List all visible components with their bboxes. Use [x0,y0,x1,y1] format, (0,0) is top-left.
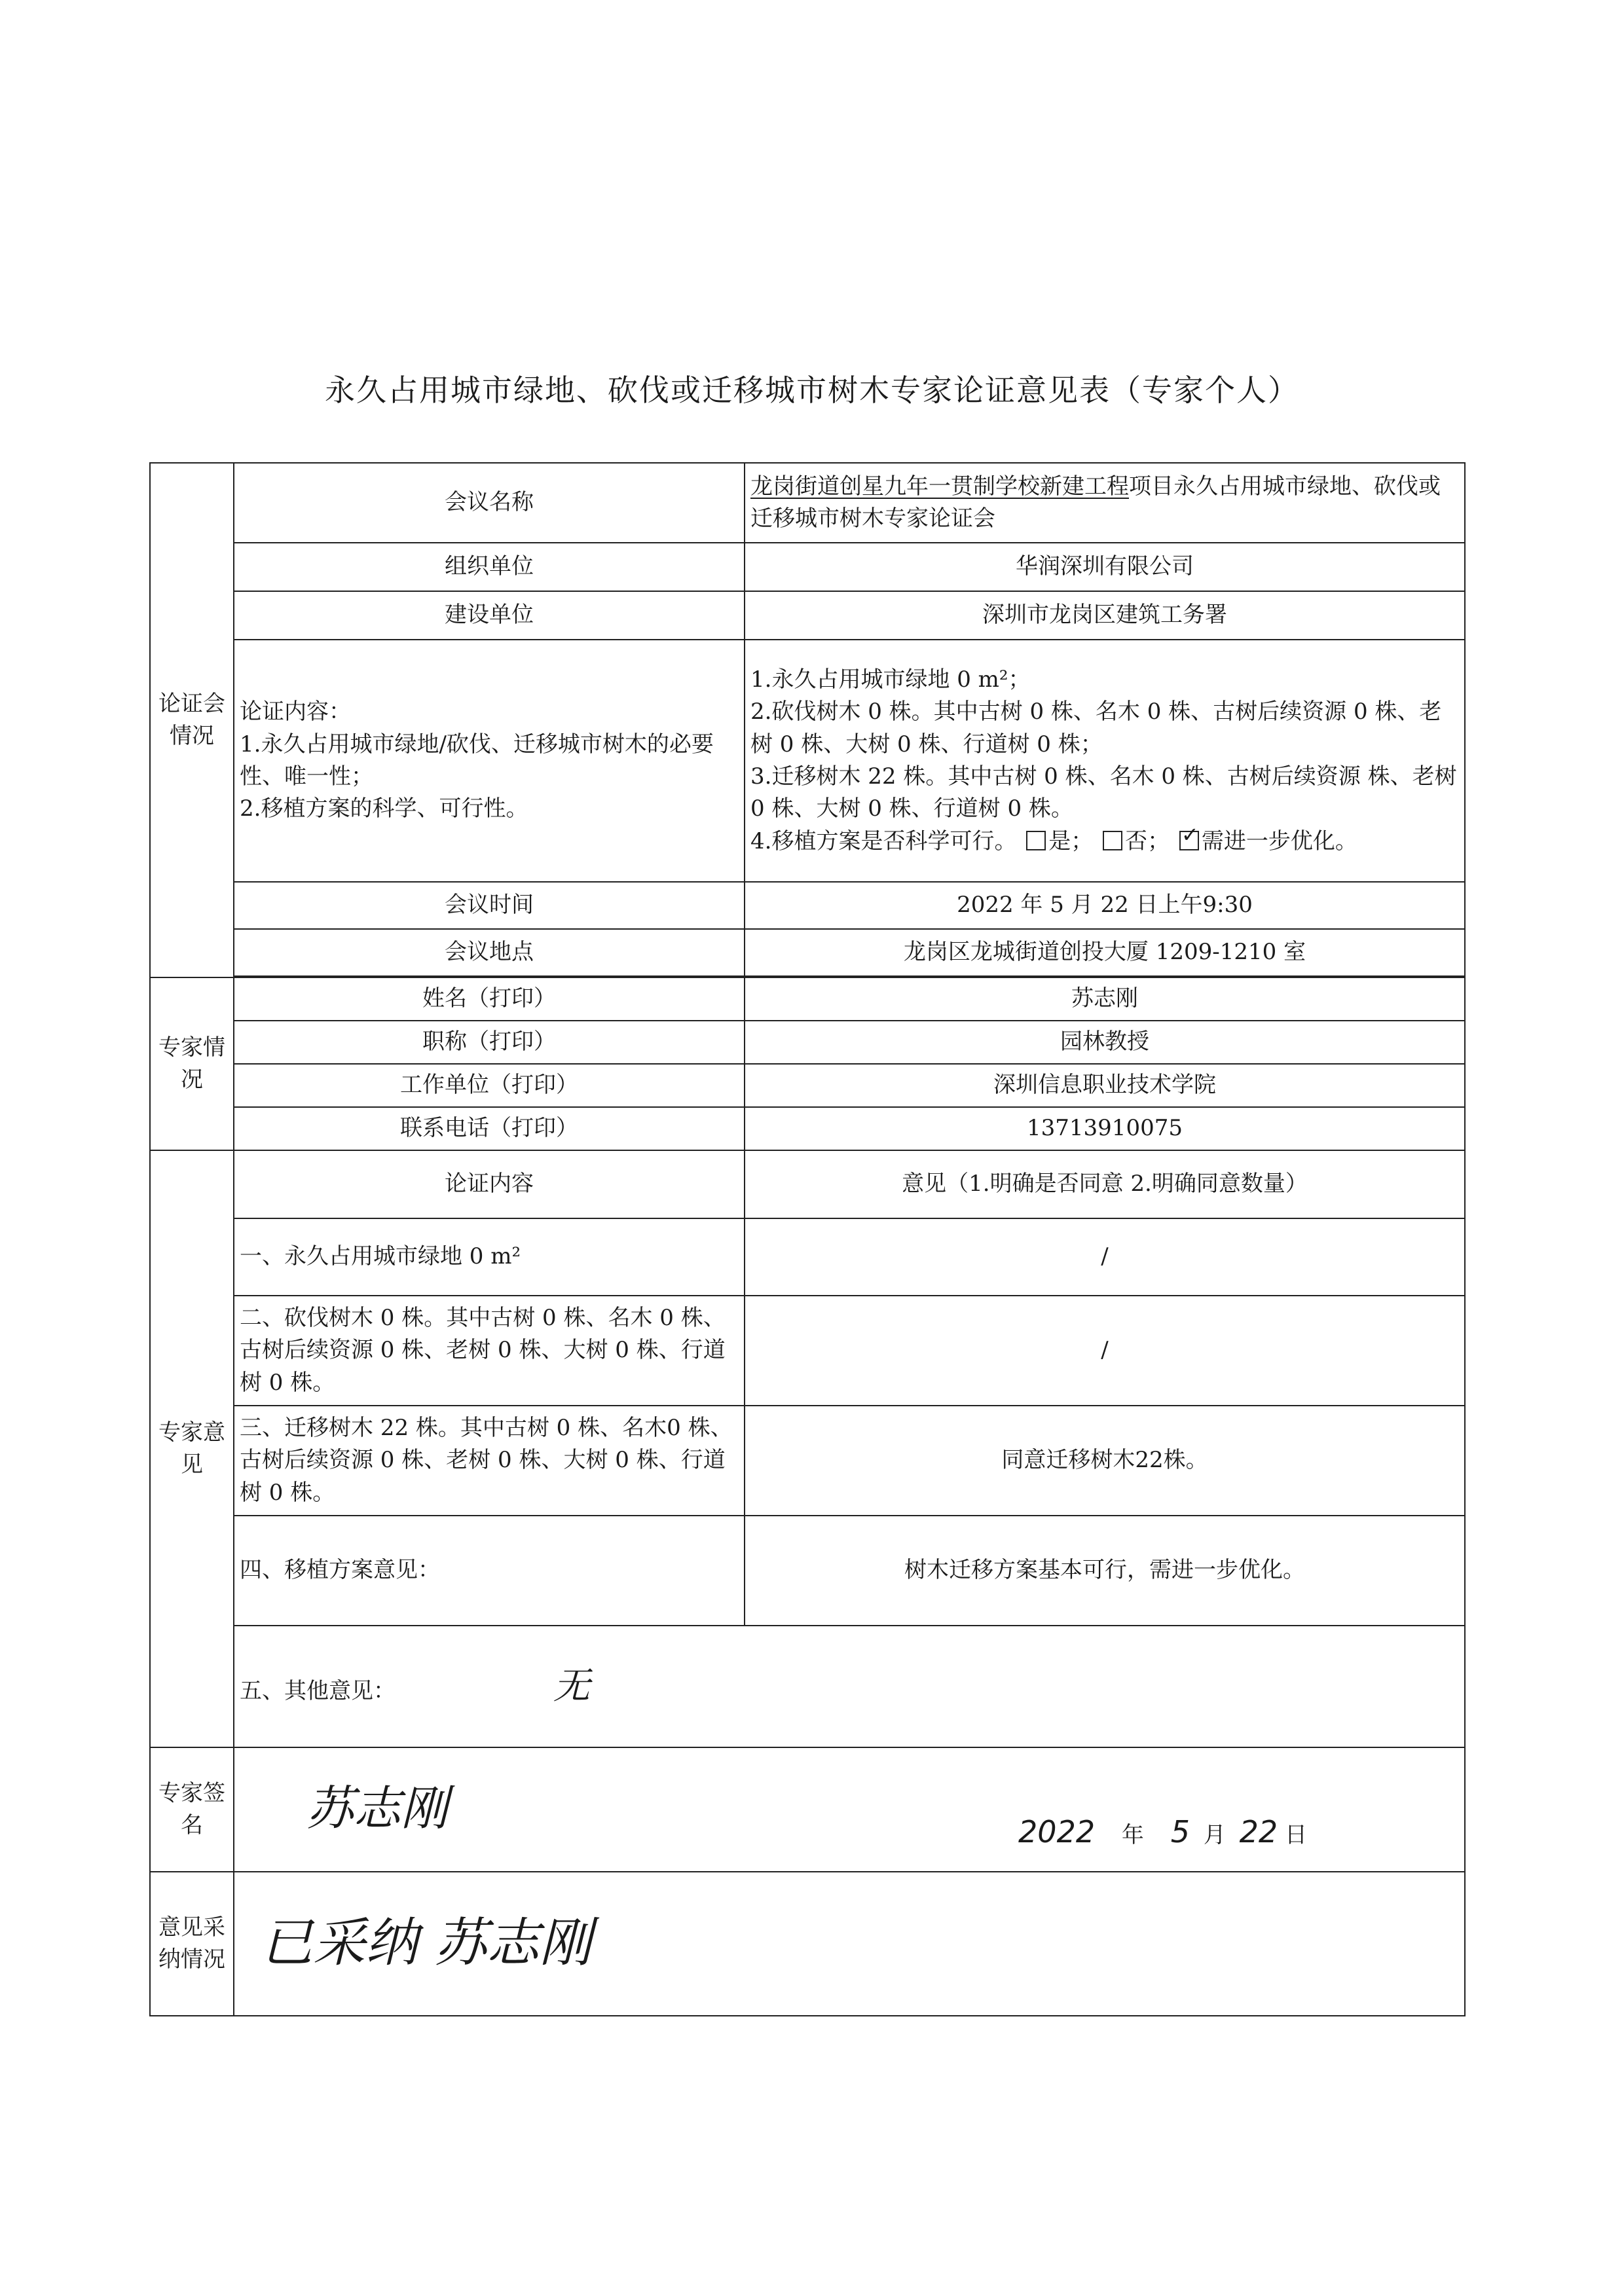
date-month: 5 [1170,1814,1190,1850]
builder-label: 建设单位 [234,591,745,640]
opinion-row3-right: 同意迁移树木22株。 [745,1406,1465,1516]
expert-name-label: 姓名（打印） [234,977,745,1021]
date-month-label: 月 [1203,1822,1226,1849]
section-expert-info: 专家情况 [150,977,234,1150]
content-line-1: 1.永久占用城市绿地 0 m²； [750,666,1031,693]
opinion-head-right: 意见（1.明确是否同意 2.明确同意数量） [745,1150,1465,1218]
opinion-row4-right: 树木迁移方案基本可行，需进一步优化。 [745,1516,1465,1626]
meeting-name-value [745,463,1465,543]
opinion-row1-right: / [745,1218,1465,1296]
section-signature: 专家签名 [150,1747,234,1872]
expert-title-value: 园林教授 [745,1021,1465,1064]
checkbox-checked-icon [1179,831,1199,850]
option-yes-label: 是； [1048,828,1094,854]
content-label-line: 论证内容： [240,699,351,725]
section-meeting: 论证会情况 [150,463,234,977]
time-value: 2022 年 5 月 22 日上午9:30 [745,882,1465,929]
meeting-name-label: 会议名称 [234,463,745,543]
org-label: 组织单位 [234,543,745,591]
section-expert-opinion: 专家意见 [150,1150,234,1747]
content-label-line: 1.永久占用城市绿地/砍伐、迁移城市树木的必要性、唯一性； [240,731,714,790]
adoption-cell [234,1872,1465,2016]
opinion-row2-right: / [745,1296,1465,1406]
time-label: 会议时间 [234,882,745,929]
org-value: 华润深圳有限公司 [745,543,1465,591]
content-line-4 [750,826,1459,858]
opinion-row5 [234,1626,1465,1747]
other-opinion-handwriting: 无 [553,1665,590,1708]
place-label: 会议地点 [234,929,745,976]
content-line-3: 3.迁移树木 22 株。其中古树 0 株、名木 0 株、古树后续资源 株、老树 0 株、大树 0 株、行道树 0 株。 [750,763,1457,822]
opinion-row3-left: 三、迁移树木 22 株。其中古树 0 株、名木0 株、古树后续资源 0 株、老树 0 株、大树 0 株、行道树 0 株。 [234,1406,745,1516]
meeting-project-name: 龙岗街道创星九年一贯制学校新建工程 [750,473,1129,500]
expert-phone-value: 13713910075 [745,1107,1465,1150]
opinion-head-left: 论证内容 [234,1150,745,1218]
option-optimize-label: 需进一步优化。 [1201,828,1357,854]
place-value: 龙岗区龙城街道创投大厦 1209-1210 室 [745,929,1465,976]
builder-value: 深圳市龙岗区建筑工务署 [745,591,1465,640]
content-label [234,640,745,882]
expert-title-label: 职称（打印） [234,1021,745,1064]
checkbox-no-icon [1103,831,1122,850]
content-line-2: 2.砍伐树木 0 株。其中古树 0 株、名木 0 株、古树后续资源 0 株、老树 0 株、大树 0 株、行道树 0 株； [750,699,1442,757]
section-adoption: 意见采纳情况 [150,1872,234,2016]
date-year: 2022 [1018,1814,1096,1850]
expert-unit-label: 工作单位（打印） [234,1064,745,1107]
date-day: 22 [1239,1814,1278,1850]
signature-handwriting: 苏志刚 [306,1781,449,1836]
expert-name-value: 苏志刚 [745,977,1465,1021]
checkbox-yes-icon [1026,831,1046,850]
date-year-label: 年 [1121,1822,1144,1849]
opinion-row4-left: 四、移植方案意见： [234,1516,745,1626]
content-line-4-prefix: 4.移植方案是否科学可行。 [750,828,1017,854]
date-day-label: 日 [1285,1822,1307,1849]
adoption-handwriting: 已采纳 苏志刚 [261,1912,592,1973]
opinion-form-table [149,462,1466,2016]
document-title: 永久占用城市绿地、砍伐或迁移城市树木专家论证意见表（专家个人） [325,373,1299,408]
opinion-row2-left: 二、砍伐树木 0 株。其中古树 0 株、名木 0 株、古树后续资源 0 株、老树 0 株、大树 0 株、行道树 0 株。 [234,1296,745,1406]
signature-cell [234,1747,1465,1872]
opinion-row5-label: 五、其他意见： [240,1678,396,1705]
content-value [745,640,1465,882]
opinion-row1-left: 一、永久占用城市绿地 0 m² [234,1218,745,1296]
expert-phone-label: 联系电话（打印） [234,1107,745,1150]
signature-date [1018,1810,1307,1854]
option-no-label: 否； [1125,828,1170,854]
content-label-line: 2.移植方案的科学、可行性。 [240,795,528,822]
meeting-name-suffix: 项目永久占用城市绿地、砍伐或迁移城市树木专家论证会 [750,473,1441,532]
expert-unit-value: 深圳信息职业技术学院 [745,1064,1465,1107]
